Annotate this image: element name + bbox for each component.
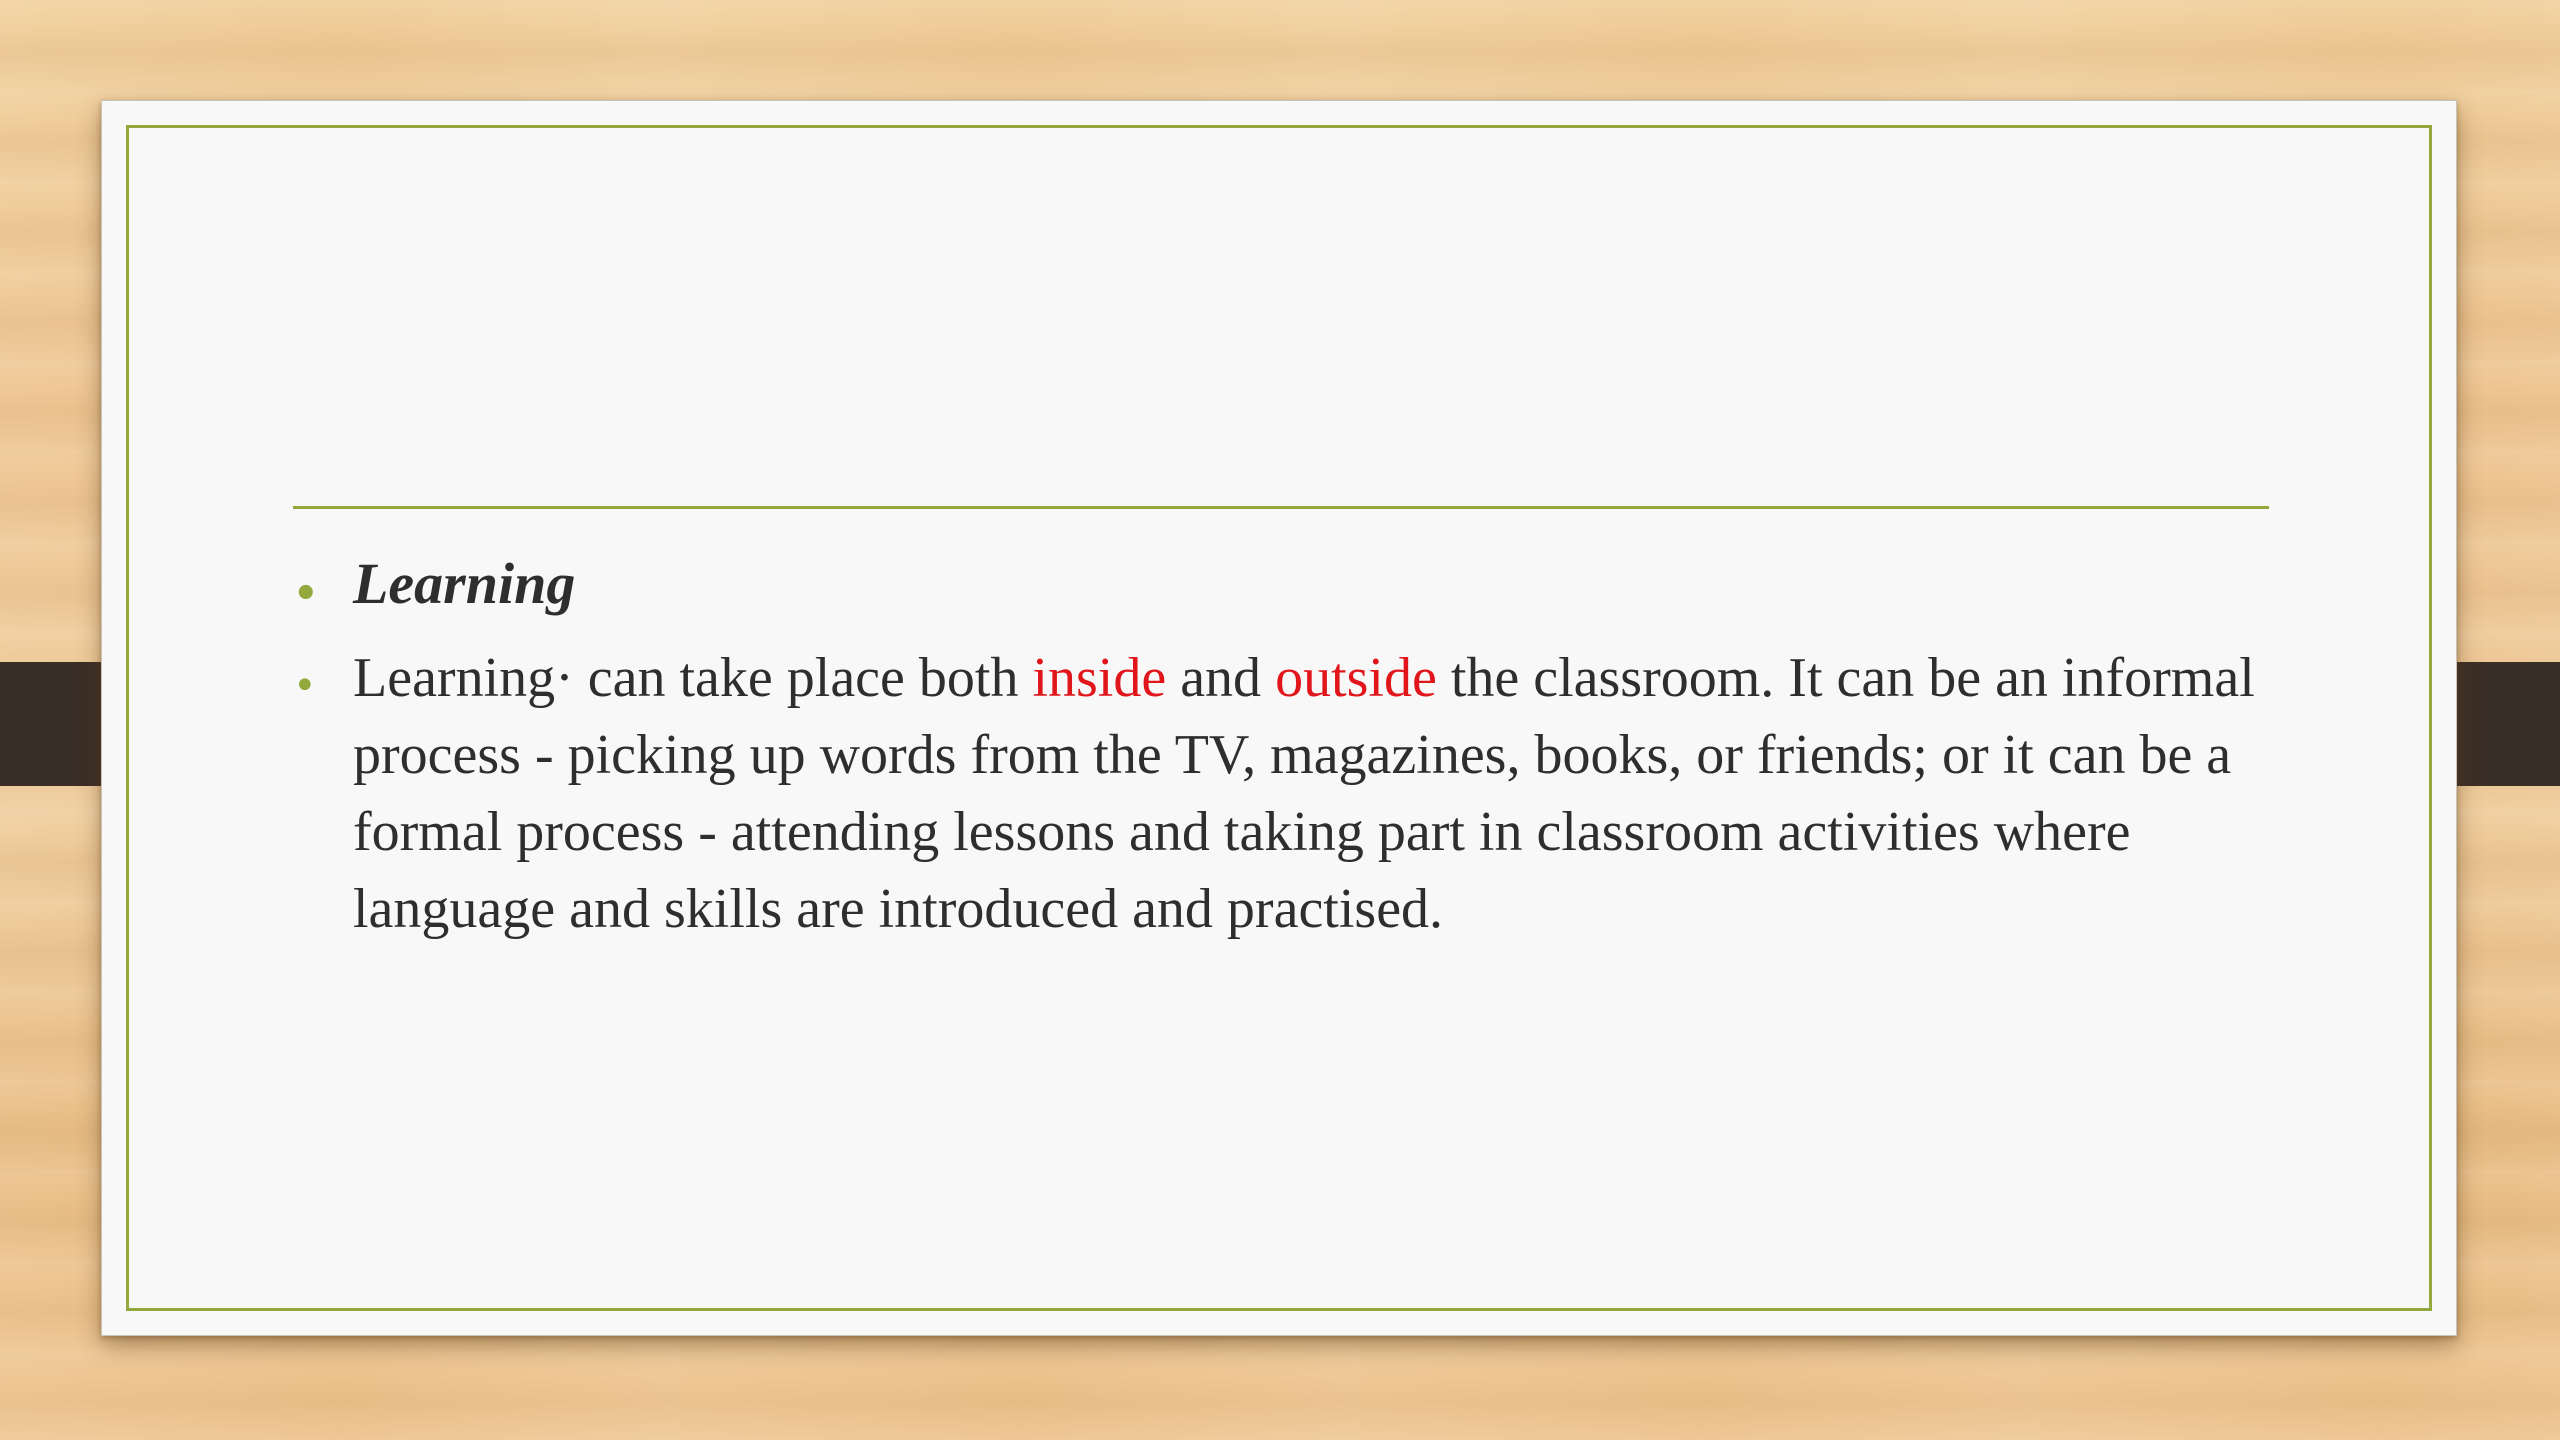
- slide-content: [293, 544, 2293, 948]
- title-divider: [293, 506, 2269, 509]
- bullet-dot-icon: •: [293, 663, 317, 709]
- slide-canvas: [101, 100, 2457, 1336]
- body-text-part2: and: [1166, 647, 1276, 709]
- bullet-dot-icon: •: [293, 571, 319, 617]
- bullet-item-body: [293, 640, 2283, 948]
- body-text-part3: the classroom. It can be an informal process - picking up words from the TV, magazines, books, or friends; or it can be a formal process - attending lessons and taking part in classroom activities where language and skills are introduced and practised.: [353, 647, 2255, 940]
- body-text-part1: Learning· can take place both: [353, 647, 1033, 709]
- heading-text: Learning: [353, 551, 576, 616]
- highlight-inside: inside: [1032, 647, 1167, 709]
- bullet-item-heading: [293, 544, 2293, 624]
- highlight-outside: outside: [1275, 647, 1437, 709]
